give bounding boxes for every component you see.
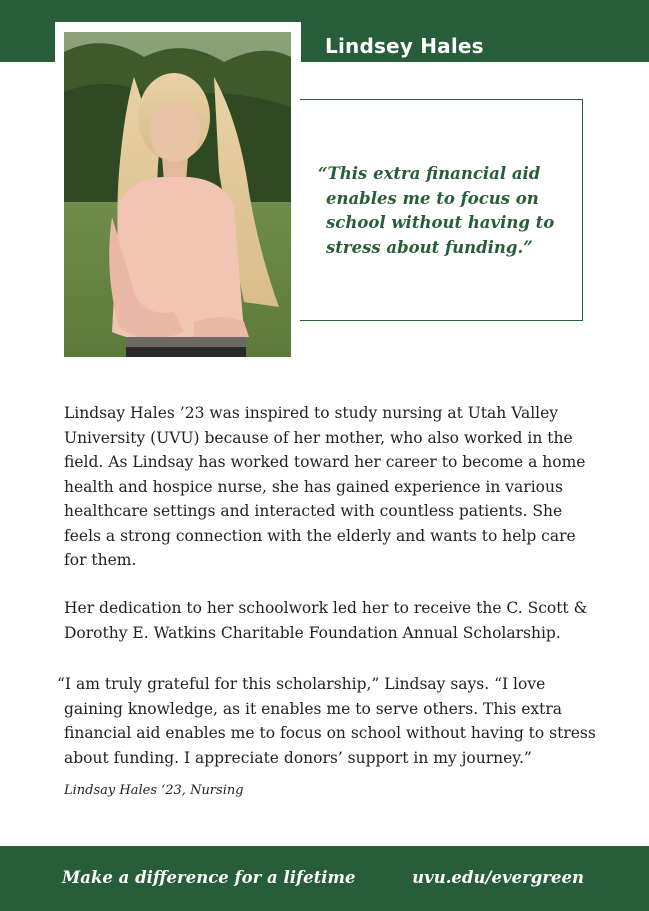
- pull-quote: “This extra financial aid enables me to focus on school without having to stress about funding.”: [318, 164, 555, 257]
- attribution: Lindsay Hales ‘23, Nursing: [64, 783, 244, 798]
- quote-paragraph: “I am truly grateful for this scholarship,” Lindsay says. “I love gaining knowledge, as it enables me to serve others. This extra financial aid enables me to focus on school without having to stress about funding. I appreciate donors’ support in my journey.”: [57, 675, 596, 767]
- student-photo: [64, 32, 291, 357]
- student-name: Lindsey Hales: [325, 34, 484, 58]
- body-paragraph: Her dedication to her schoolwork led her to receive the C. Scott & Dorothy E. Watkins Charitable Foundation Annual Scholarship.: [64, 599, 588, 642]
- footer-tagline: Make a difference for a lifetime: [62, 868, 356, 887]
- footer-url-link[interactable]: uvu.edu/evergreen: [412, 868, 584, 887]
- body-paragraph: Lindsay Hales ’23 was inspired to study nursing at Utah Valley University (UVU) because of her mother, who also worked in the field. As Lindsay has worked toward her career to become a home health and hospice nurse, she has gained experience in various healthcare settings and interacted with countless patients. She feels a strong connection with the elderly and wants to help care for them.: [64, 404, 586, 569]
